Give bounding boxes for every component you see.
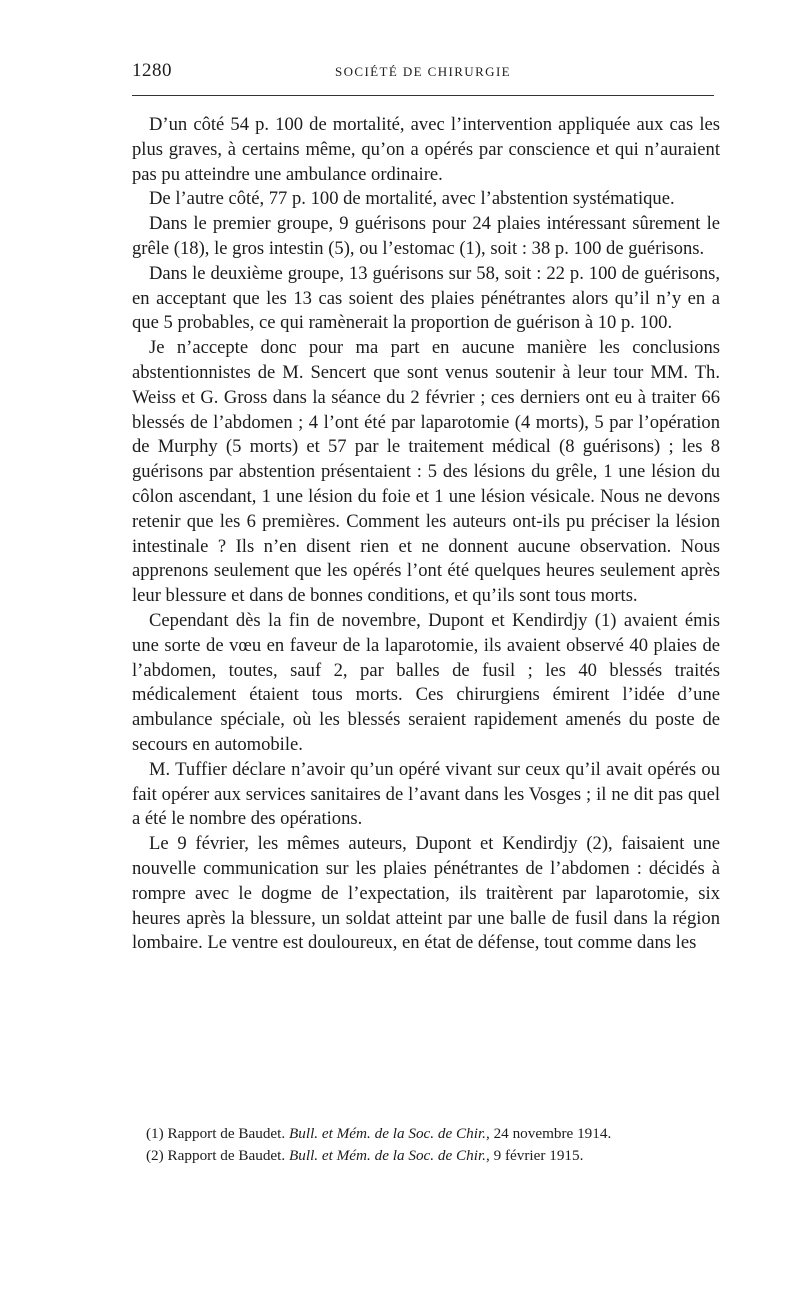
footnote-source: Bull. et Mém. de la Soc. de Chir.	[289, 1146, 486, 1164]
paragraph: M. Tuffier déclare n’avoir qu’un opéré vivant sur ceux qu’il avait opérés ou fait opérer aux services sanitaires de l’avant dans les Vosges ; il ne dit pas quel a été le nombre des opérations.	[132, 758, 720, 830]
footnote-date: , 9 février 1915.	[485, 1146, 584, 1164]
footnote-date: , 24 novembre 1914.	[485, 1125, 612, 1142]
footnote-text: Rapport de Baudet.	[167, 1125, 289, 1142]
paragraph: De l’autre côté, 77 p. 100 de mortalité, avec l’abstention systématique.	[149, 188, 675, 210]
body-text	[132, 113, 720, 956]
paragraph: Dans le premier groupe, 9 guérisons pour 24 plaies intéressant sûrement le grêle (18), le gros intestin (5), ou l’estomac (1), soit : 38 p. 100 de guérisons.	[132, 213, 720, 259]
running-title: SOCIÉTÉ DE CHIRURGIE	[334, 64, 512, 79]
footnote-mark: (1)	[146, 1125, 164, 1142]
footnote-text: Rapport de Baudet.	[167, 1146, 289, 1164]
paragraph: Le 9 février, les mêmes auteurs, Dupont et Kendirdjy (2), faisaient une nouvelle communication sur les plaies pénétrantes de l’abdomen : décidés à rompre avec le dogme de l’expectation, ils traitèrent par laparotomie, six heures après la blessure, un soldat atteint par une balle de fusil dans la région lombaire. Le ventre est douloureux, en état de défense, tout comme dans les	[132, 833, 720, 954]
header-rule	[132, 95, 714, 96]
footnote-source: Bull. et Mém. de la Soc. de Chir.	[289, 1125, 486, 1142]
footnote	[132, 1145, 720, 1167]
paragraph: Je n’accepte donc pour ma part en aucune manière les conclusions abstentionnistes de M. Sencert que sont venus soutenir à leur tour MM. Th. Weiss et G. Gross dans la séance du 2 février ; ces derniers ont eu à traiter 66 blessés de l’abdomen ; 4 l’ont été par laparotomie (4 morts), 5 par l’opération de Murphy (5 morts) et 57 par le traitement médical (8 guérisons) ; les 8 guérisons par abstention présentaient : 5 des lésions du grêle, 1 une lésion du côlon ascendant, 1 une lésion du foie et 1 une lésion vésicale. Nous ne devons retenir que les 6 premières. Comment les auteurs ont-ils pu préciser la lésion intestinale ? Ils n’en disent rien et ne donnent aucune observation. Nous apprenons seulement que les opérés l’ont été quelques heures seulement après leur blessure et dans de bonnes conditions, et qu’ils sont tous morts.	[132, 337, 720, 607]
footnote-mark: (2)	[146, 1146, 164, 1164]
page-header	[132, 58, 714, 86]
page-number: 1280	[132, 60, 172, 81]
paragraph: Dans le deuxième groupe, 13 guérisons sur 58, soit : 22 p. 100 de guérisons, en acceptant que les 13 cas soient des plaies pénétrantes alors qu’il n’y en a que 5 probables, ce qui ramènerait la proportion de guérison à 10 p. 100.	[132, 262, 720, 334]
footnote	[132, 1123, 720, 1145]
paragraph: Cependant dès la fin de novembre, Dupont et Kendirdjy (1) avaient émis une sorte de vœu en faveur de la laparotomie, ils avaient observé 40 plaies de l’abdomen, toutes, sauf 2, par balles de fusil ; les 40 blessés traités médicalement étaient tous morts. Ces chirurgiens émirent l’idée d’une ambulance spéciale, où les blessés seraient rapidement amenés du poste de secours en automobile.	[132, 609, 720, 755]
footnotes	[132, 1123, 720, 1166]
paragraph: D’un côté 54 p. 100 de mortalité, avec l’intervention appliquée aux cas les plus graves, à certains même, qu’on a opérés par conscience et qui n’auraient pas pu atteindre une ambulance ordinaire.	[132, 114, 720, 185]
